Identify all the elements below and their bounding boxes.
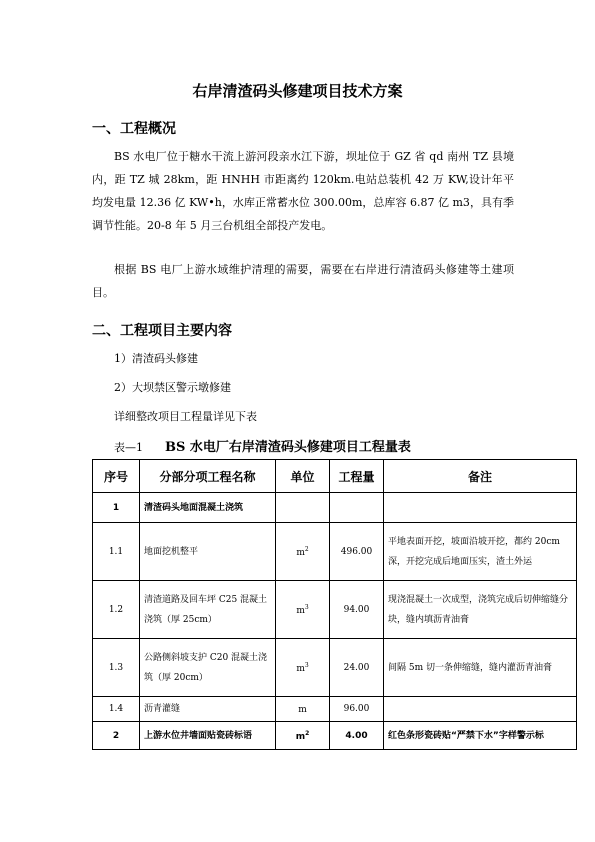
cell-no: 1	[93, 493, 140, 523]
cell-name: 公路侧斜坡支护 C20 混凝土浇筑（厚 20cm）	[140, 639, 276, 697]
cell-no: 1.4	[93, 697, 140, 722]
cell-no: 1.1	[93, 523, 140, 581]
unit-superscript: 3	[304, 661, 309, 669]
cell-note: 平地表面开挖，坡面沿坡开挖，都约 20cm 深，开挖完成后地面压实，渣土外运	[384, 523, 577, 581]
cell-note	[384, 697, 577, 722]
table-row	[93, 523, 577, 581]
unit-text: m	[295, 731, 306, 742]
cell-no: 2	[93, 722, 140, 750]
header-unit: 单位	[276, 460, 330, 493]
overview-paragraph-2: 根据 BS 电厂上游水域维护清理的需要，需要在右岸进行清渣码头修建等土建项目。	[92, 263, 514, 299]
content-item-1: 1）清渣码头修建	[114, 352, 198, 365]
table-caption-title: BS 水电厂右岸清渣码头修建项目工程量表	[165, 440, 411, 455]
table-row	[93, 493, 577, 523]
unit-text: m	[296, 663, 305, 674]
table-caption	[114, 436, 411, 455]
cell-no: 1.3	[93, 639, 140, 697]
section-heading-contents: 二、工程项目主要内容	[92, 323, 232, 339]
quantity-table	[92, 459, 577, 750]
cell-note: 间隔 5m 切一条伸缩缝，缝内灌沥青油膏	[384, 639, 577, 697]
unit-text: m	[296, 547, 305, 558]
cell-note: 红色条形瓷砖贴“严禁下水”字样警示标	[384, 722, 577, 750]
cell-qty: 4.00	[330, 722, 384, 750]
content-item-2: 2）大坝禁区警示墩修建	[114, 381, 231, 394]
table-body	[93, 493, 577, 750]
cell-unit	[276, 523, 330, 581]
section-heading-overview: 一、工程概况	[92, 121, 176, 137]
header-note: 备注	[384, 460, 577, 493]
cell-qty: 24.00	[330, 639, 384, 697]
cell-qty: 496.00	[330, 523, 384, 581]
cell-unit	[276, 722, 330, 750]
unit-text: m	[296, 605, 305, 616]
unit-superscript: 2	[304, 545, 309, 553]
unit-superscript: 2	[305, 729, 310, 737]
document-title: 右岸清渣码头修建项目技术方案	[192, 82, 403, 100]
content-item-note: 详细整改项目工程量详见下表	[114, 410, 257, 423]
overview-paragraph-1: BS 水电厂位于糖水干流上游河段亲水江下游，坝址位于 GZ 省 qd 南州 TZ 县境内，距 TZ 城 28km，距 HNHH 市距离约 120km.电站总装机 42 万 KW,设计年平均发电量 12.36 亿 KW•h，水库正常蓄水位 300.00m，总库容 6.87 亿 m3，具有季调节性能。20-8 年 5 月三台机组全部投产发电。	[92, 150, 514, 232]
cell-name: 上游水位井墙面贴瓷砖标语	[140, 722, 276, 750]
unit-text: m	[298, 705, 307, 715]
table-caption-number: 表—1	[114, 441, 143, 454]
header-no: 序号	[93, 460, 140, 493]
table-row	[93, 722, 577, 750]
cell-name: 清渣码头地面混凝土浇筑	[140, 493, 276, 523]
unit-superscript: 3	[304, 603, 309, 611]
cell-unit	[276, 581, 330, 639]
cell-name: 清渣道路及回车坪 C25 混凝土浇筑（厚 25cm）	[140, 581, 276, 639]
cell-note	[384, 493, 577, 523]
cell-name: 沥青灌缝	[140, 697, 276, 722]
header-name: 分部分项工程名称	[140, 460, 276, 493]
table-row	[93, 581, 577, 639]
cell-qty: 94.00	[330, 581, 384, 639]
table-header-row	[93, 460, 577, 493]
cell-unit	[276, 697, 330, 722]
cell-qty	[330, 493, 384, 523]
table-row	[93, 639, 577, 697]
cell-unit	[276, 493, 330, 523]
cell-note: 现浇混凝土一次成型，浇筑完成后切伸缩缝分块，缝内填沥青油膏	[384, 581, 577, 639]
cell-name: 地面挖机整平	[140, 523, 276, 581]
header-qty: 工程量	[330, 460, 384, 493]
cell-no: 1.2	[93, 581, 140, 639]
cell-qty: 96.00	[330, 697, 384, 722]
table-row	[93, 697, 577, 722]
cell-unit	[276, 639, 330, 697]
